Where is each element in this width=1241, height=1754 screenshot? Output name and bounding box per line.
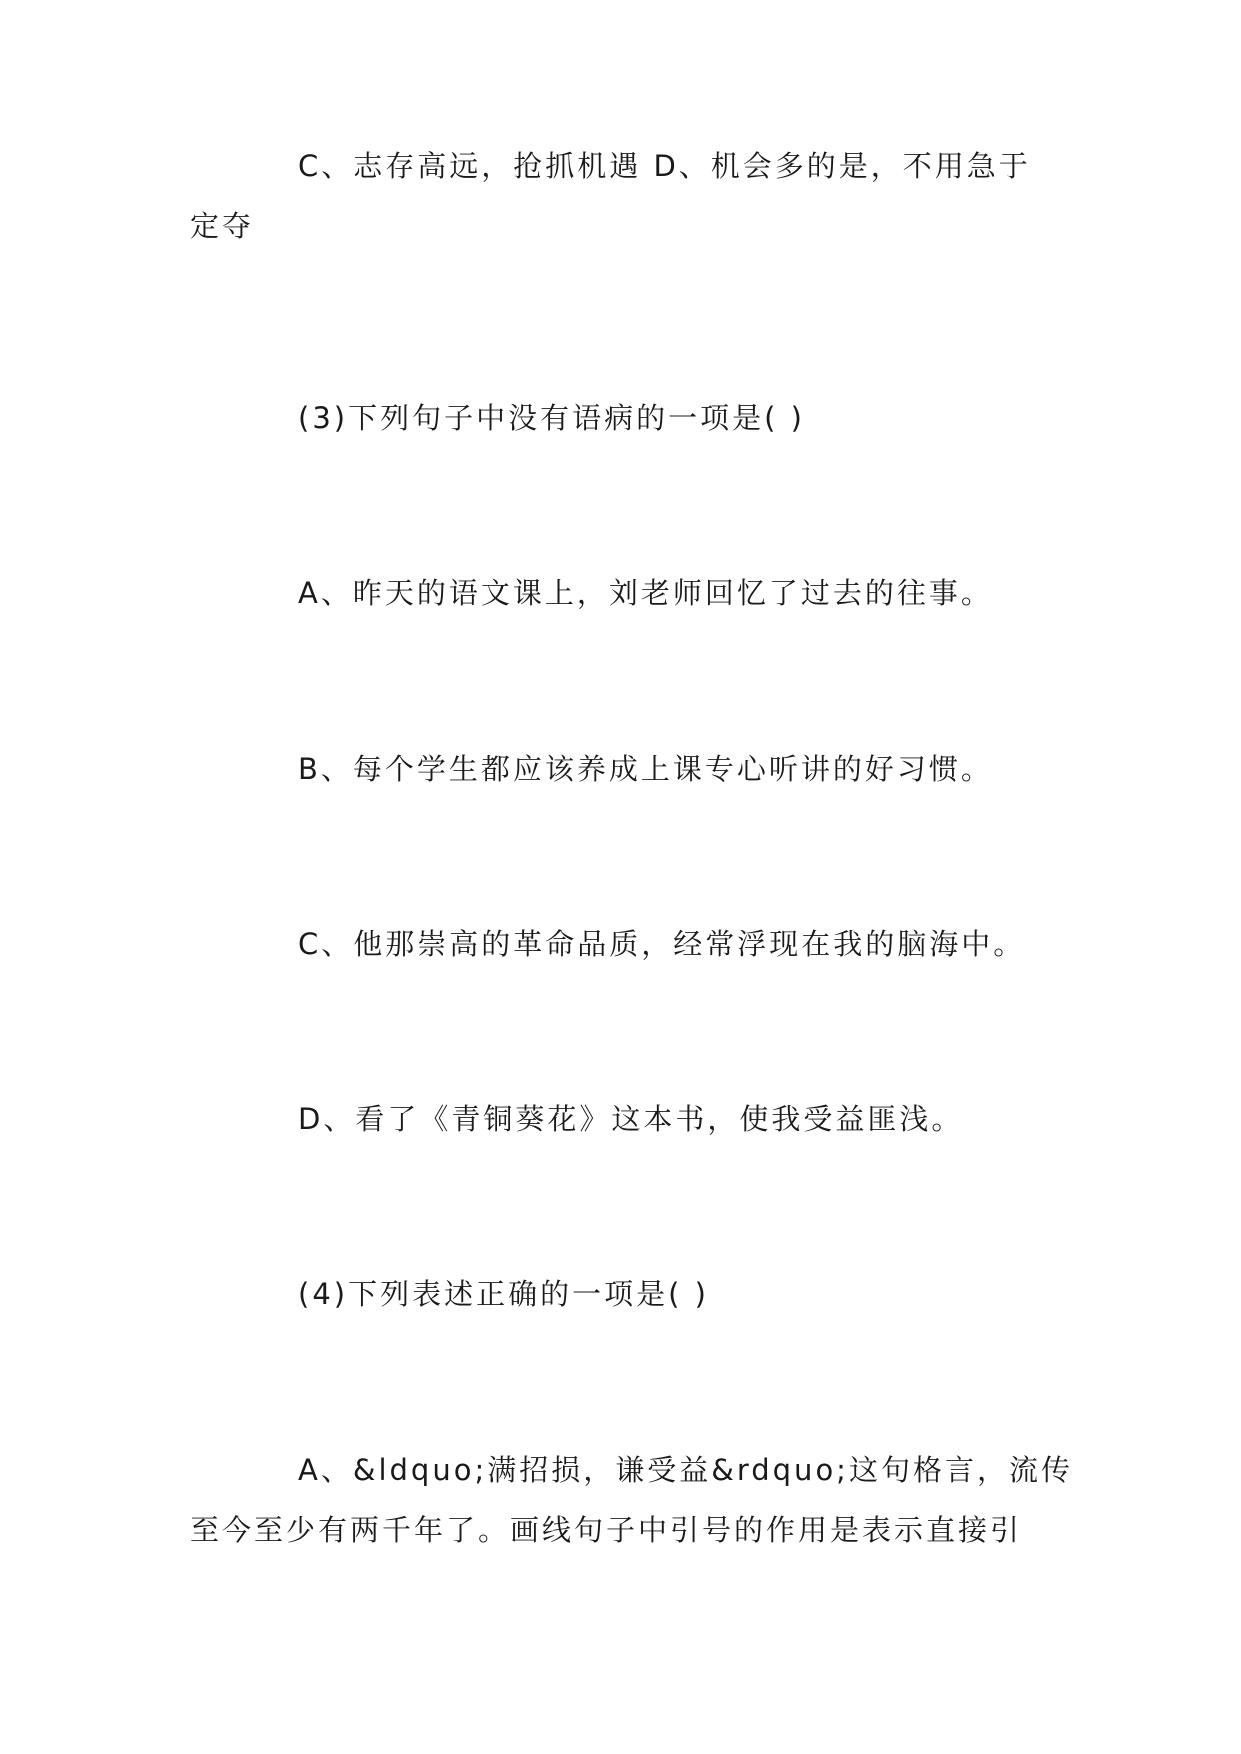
paragraph-question-4	[298, 1264, 1058, 1324]
option-text: D、看了《青铜葵花》这本书，使我受益匪浅。	[298, 1102, 964, 1136]
paragraph-q3-option-a	[298, 563, 1058, 623]
paragraph-q3-option-b	[298, 739, 1058, 799]
text-line: A、&ldquo;满招损，谦受益&rdquo;这句格言，流传	[298, 1453, 1073, 1487]
paragraph-question-3	[298, 388, 1058, 448]
paragraph-option-c-d	[190, 136, 1050, 256]
text-line: C、志存高远，抢抓机遇 D、机会多的是，不用急于	[298, 149, 1031, 183]
paragraph-q4-option-a	[190, 1440, 1073, 1560]
question-heading: (4)下列表述正确的一项是( )	[298, 1277, 709, 1311]
paragraph-q3-option-c	[298, 914, 1058, 974]
text-line: 定夺	[190, 209, 255, 243]
option-text: A、昨天的语文课上，刘老师回忆了过去的往事。	[298, 576, 993, 610]
option-text: B、每个学生都应该养成上课专心听讲的好习惯。	[298, 752, 993, 786]
text-line: 至今至少有两千年了。画线句子中引号的作用是表示直接引	[190, 1513, 1023, 1547]
question-heading: (3)下列句子中没有语病的一项是( )	[298, 401, 805, 435]
paragraph-q3-option-d	[298, 1089, 1058, 1149]
option-text: C、他那崇高的革命品质，经常浮现在我的脑海中。	[298, 927, 1026, 961]
